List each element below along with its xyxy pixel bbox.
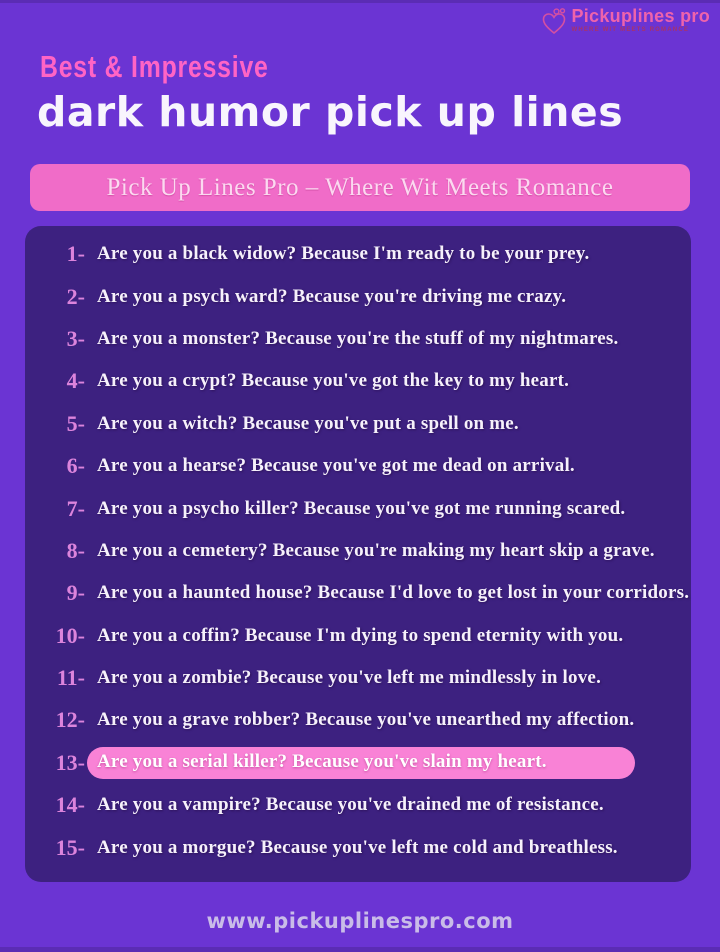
item-number: 13- [55,749,85,775]
list-item [41,572,690,614]
item-text: Are you a haunted house? Because I'd love to get lost in your corridors. [97,582,690,604]
list-item [41,360,677,402]
list-item [41,318,677,360]
item-number: 9- [66,580,85,606]
page-title: dark humor pick up lines [37,88,624,136]
item-number: 1- [66,241,85,267]
footer-url: www.pickuplinespro.com [206,909,514,933]
banner: Pick Up Lines Pro – Where Wit Meets Romance [30,164,690,211]
list-item [41,530,677,572]
item-text: Are you a psych ward? Because you're driving me crazy. [97,285,567,307]
logo-tagline: WHERE WIT MEETS ROMANCE [571,27,690,33]
item-number: 7- [66,495,85,521]
item-text: Are you a cemetery? Because you're making my heart skip a grave. [97,539,655,561]
header-kicker: Best & Impressive [40,49,269,84]
item-text: Are you a witch? Because you've put a spell on me. [97,412,519,434]
item-text: Are you a monster? Because you're the stuff of my nightmares. [97,327,619,349]
list-item [41,657,677,699]
item-number: 4- [66,368,85,394]
list-item [41,275,677,317]
item-text: Are you a crypt? Because you've got the key to my heart. [97,370,570,392]
item-number: 14- [55,792,85,818]
item-number: 2- [66,283,85,309]
item-text: Are you a zombie? Because you've left me mindlessly in love. [97,667,602,689]
top-edge-strip [0,0,720,3]
brand-logo [541,6,710,41]
list-item [41,445,677,487]
item-number: 11- [56,665,85,691]
item-text-highlighted: Are you a serial killer? Because you've slain my heart. [87,747,635,779]
item-text: Are you a hearse? Because you've got me dead on arrival. [97,455,575,477]
list-item [41,742,677,784]
heart-icon [541,6,567,41]
list-item [41,615,677,657]
lines-list [41,233,690,869]
item-text: Are you a black widow? Because I'm ready to be your prey. [97,243,590,265]
bottom-edge-strip [0,947,720,952]
item-number: 10- [55,622,85,648]
logo-text: Pickuplines pro [571,6,710,26]
item-text: Are you a grave robber? Because you've unearthed my affection. [97,709,635,731]
item-text: Are you a psycho killer? Because you've got me running scared. [97,497,626,519]
item-number: 3- [66,325,85,351]
item-number: 5- [66,410,85,436]
list-item [41,403,677,445]
lines-panel [25,226,691,882]
item-text: Are you a vampire? Because you've drained me of resistance. [97,794,604,816]
item-number: 8- [66,537,85,563]
list-item [41,699,677,741]
list-item [41,487,677,529]
list-item [41,233,677,275]
item-text: Are you a morgue? Because you've left me cold and breathless. [97,836,618,858]
list-item [41,784,677,826]
item-text: Are you a coffin? Because I'm dying to spend eternity with you. [97,624,624,646]
item-number: 15- [55,834,85,860]
list-item [41,826,677,868]
item-number: 12- [55,707,85,733]
item-number: 6- [66,453,85,479]
